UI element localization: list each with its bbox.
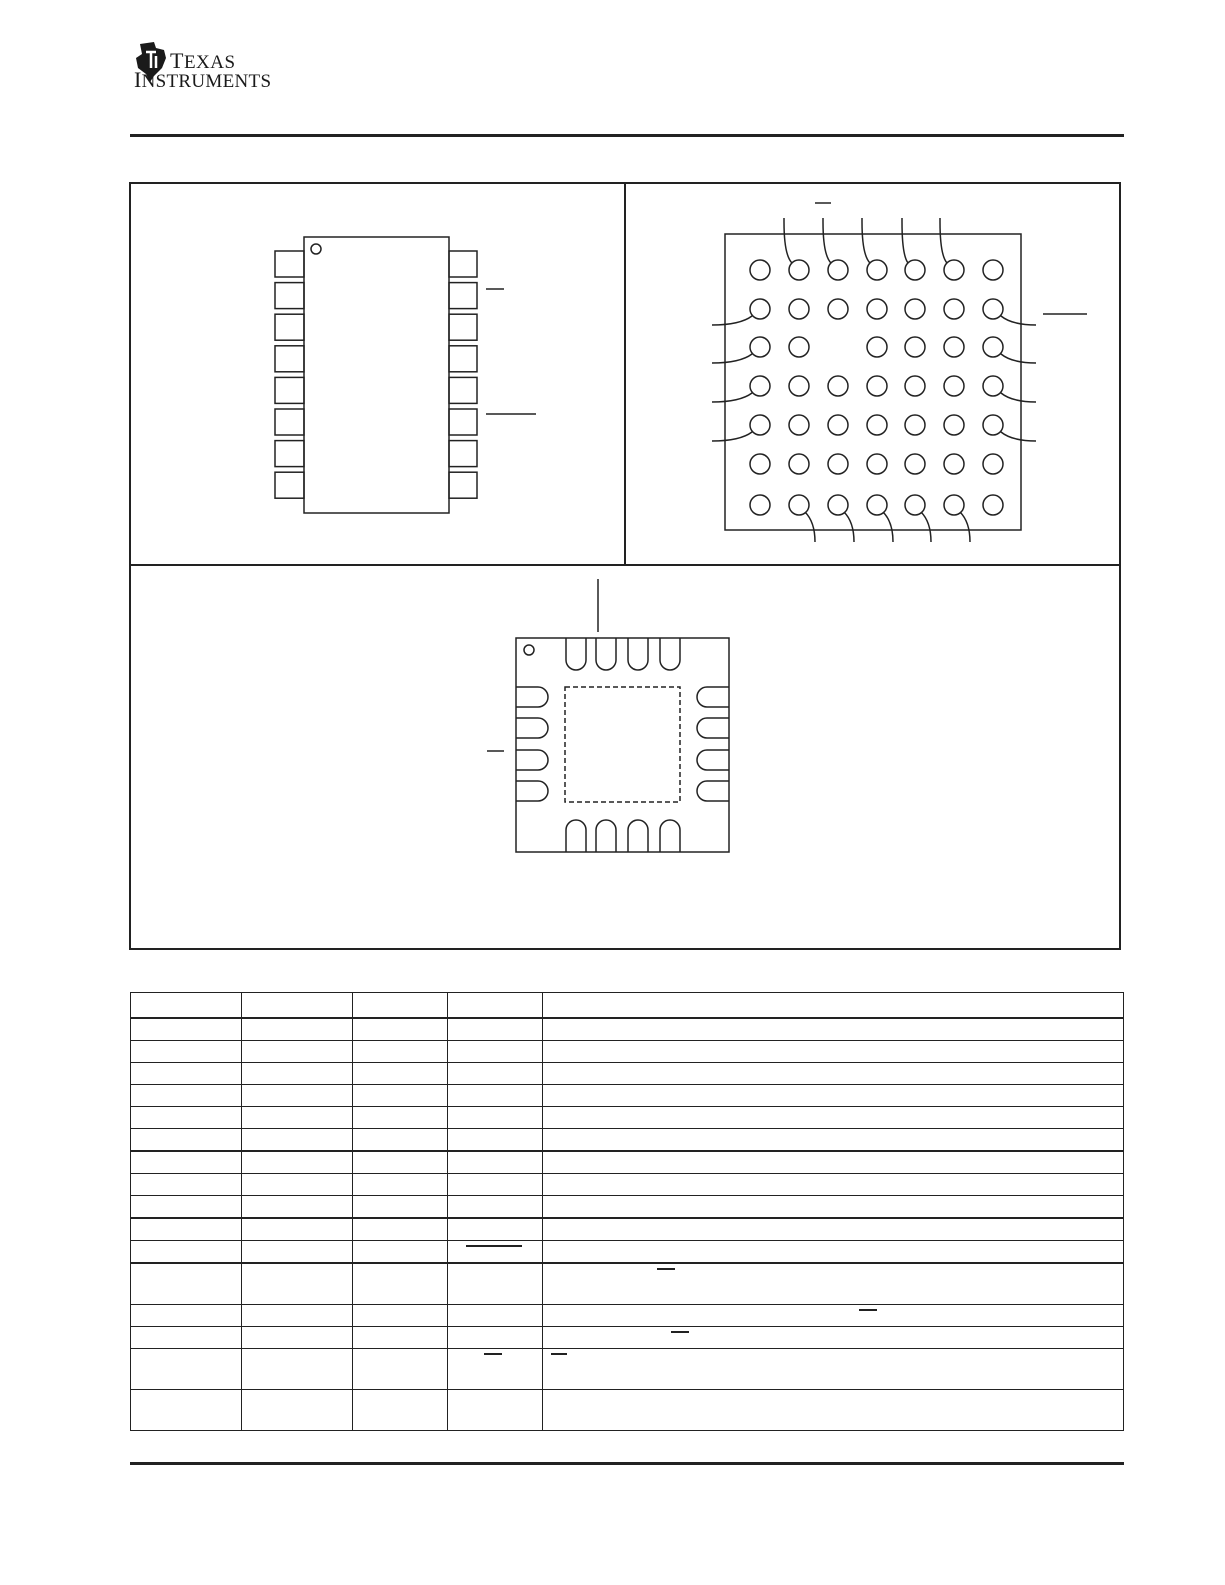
table-cell <box>543 1218 1124 1241</box>
bga-leader <box>1001 393 1036 402</box>
table-row <box>131 1263 1124 1305</box>
qfn-pin-top <box>566 638 586 670</box>
table-cell <box>242 1041 353 1063</box>
bga-package-drawing <box>712 203 1087 542</box>
bga-leader <box>712 432 752 441</box>
table-row <box>131 1063 1124 1085</box>
bga-leader <box>712 316 752 325</box>
table-cell <box>448 1085 543 1107</box>
table-cell <box>353 1085 448 1107</box>
table-cell <box>131 1349 242 1390</box>
table-cell <box>448 1129 543 1152</box>
bga-leader <box>921 512 931 542</box>
table-cell <box>353 1305 448 1327</box>
soic-pin-right <box>449 251 477 277</box>
soic-pin-right <box>449 472 477 498</box>
qfn-pin-left <box>516 687 548 707</box>
qfn-pin-bottom <box>660 820 680 852</box>
table-cell <box>242 1063 353 1085</box>
table-cell <box>353 1349 448 1390</box>
bga-ball <box>750 299 770 319</box>
bga-ball <box>905 337 925 357</box>
bga-ball <box>983 495 1003 515</box>
table-cell <box>242 1018 353 1041</box>
overline-mark <box>657 1268 675 1270</box>
bga-ball <box>867 337 887 357</box>
qfn-pin-right <box>697 687 729 707</box>
table-cell <box>131 993 242 1019</box>
soic-package-drawing <box>275 237 536 513</box>
table-row <box>131 1327 1124 1349</box>
soic-pin-right <box>449 441 477 467</box>
bga-ball <box>750 495 770 515</box>
table-cell <box>448 1349 543 1390</box>
table-row <box>131 1151 1124 1174</box>
table-cell <box>543 1263 1124 1305</box>
bga-ball <box>789 299 809 319</box>
bga-ball <box>828 415 848 435</box>
overline-mark <box>484 1353 502 1355</box>
table-cell <box>353 1041 448 1063</box>
soic-pin-left <box>275 472 304 498</box>
table-row <box>131 1196 1124 1219</box>
table-cell <box>242 1196 353 1219</box>
bga-ball <box>905 415 925 435</box>
bga-leader <box>805 512 815 542</box>
bga-ball <box>789 337 809 357</box>
table-cell <box>353 1327 448 1349</box>
bga-ball <box>944 299 964 319</box>
bga-leader <box>784 218 792 263</box>
table-cell <box>448 1151 543 1174</box>
bga-ball <box>983 454 1003 474</box>
table-cell <box>242 1390 353 1431</box>
table-cell <box>242 1327 353 1349</box>
table-row <box>131 1218 1124 1241</box>
soic-pin-right <box>449 346 477 372</box>
qfn-pin-bottom <box>596 820 616 852</box>
table-cell <box>353 1390 448 1431</box>
table-cell <box>543 1196 1124 1219</box>
table-cell <box>131 1107 242 1129</box>
soic-pin-left <box>275 251 304 277</box>
bga-leader <box>940 218 947 263</box>
bga-ball <box>750 454 770 474</box>
table-cell <box>353 1063 448 1085</box>
soic-pin-right <box>449 409 477 435</box>
table-cell <box>353 1107 448 1129</box>
table-cell <box>131 1218 242 1241</box>
table-cell <box>353 993 448 1019</box>
bga-ball <box>905 376 925 396</box>
bga-ball <box>944 415 964 435</box>
soic-pin-left <box>275 346 304 372</box>
table-cell <box>543 1151 1124 1174</box>
bga-ball <box>750 337 770 357</box>
logo-line-1: TEXAS <box>170 48 236 73</box>
bga-ball <box>983 376 1003 396</box>
qfn-package-drawing <box>487 579 729 852</box>
soic-pin-left <box>275 314 304 340</box>
qfn-pin-right <box>697 718 729 738</box>
table-cell <box>131 1151 242 1174</box>
bga-ball <box>828 376 848 396</box>
table-cell <box>131 1018 242 1041</box>
table-cell <box>242 993 353 1019</box>
soic-pin-left <box>275 283 304 309</box>
table-cell <box>353 1218 448 1241</box>
bga-ball <box>905 299 925 319</box>
bga-ball <box>867 454 887 474</box>
table-cell <box>242 1263 353 1305</box>
bga-leader <box>823 218 831 263</box>
table-cell <box>131 1196 242 1219</box>
table-row <box>131 1390 1124 1431</box>
bga-ball <box>983 299 1003 319</box>
table-cell <box>242 1174 353 1196</box>
overline-mark <box>551 1353 567 1355</box>
bga-ball <box>983 415 1003 435</box>
qfn-pin-right <box>697 781 729 801</box>
table-cell <box>543 1041 1124 1063</box>
table-cell <box>131 1305 242 1327</box>
table-cell <box>448 1241 543 1264</box>
table-cell <box>448 1041 543 1063</box>
bga-leader <box>1001 354 1036 363</box>
bga-ball <box>983 260 1003 280</box>
table-cell <box>543 1174 1124 1196</box>
qfn-pin-top <box>628 638 648 670</box>
table-cell <box>543 1390 1124 1431</box>
bga-leader <box>1001 316 1036 325</box>
bga-leader <box>1001 432 1036 441</box>
table-cell <box>131 1063 242 1085</box>
table-cell <box>448 993 543 1019</box>
table-cell <box>543 1349 1124 1390</box>
table-cell <box>448 1107 543 1129</box>
bga-ball <box>750 260 770 280</box>
qfn-pin-left <box>516 781 548 801</box>
table-cell <box>242 1129 353 1152</box>
table-row <box>131 1241 1124 1264</box>
qfn-pin-top <box>660 638 680 670</box>
bga-leader <box>712 393 752 402</box>
table-row <box>131 1085 1124 1107</box>
table-cell <box>543 1107 1124 1129</box>
table-cell <box>543 993 1124 1019</box>
overline-mark <box>466 1245 522 1247</box>
table-row <box>131 1107 1124 1129</box>
soic-pin1-marker <box>311 244 321 254</box>
bga-ball <box>789 454 809 474</box>
soic-pin-right <box>449 283 477 309</box>
table-cell <box>131 1390 242 1431</box>
table-cell <box>131 1174 242 1196</box>
table-cell <box>131 1263 242 1305</box>
qfn-body <box>516 638 729 852</box>
soic-pin-right <box>449 377 477 403</box>
qfn-pin1-marker <box>524 645 534 655</box>
table-cell <box>543 1018 1124 1041</box>
table-cell <box>448 1196 543 1219</box>
bga-leader <box>862 218 870 263</box>
bga-ball <box>944 376 964 396</box>
qfn-pin-left <box>516 750 548 770</box>
bga-leader <box>712 354 752 363</box>
bga-ball <box>750 415 770 435</box>
table-cell <box>131 1241 242 1264</box>
bga-ball <box>867 299 887 319</box>
table-cell <box>242 1218 353 1241</box>
table-cell <box>353 1263 448 1305</box>
qfn-pin-right <box>697 750 729 770</box>
table-cell <box>543 1305 1124 1327</box>
bga-ball <box>905 454 925 474</box>
bga-ball <box>789 415 809 435</box>
pin-function-table <box>130 992 1124 1431</box>
table-cell <box>448 1263 543 1305</box>
table-row <box>131 1129 1124 1152</box>
soic-pin-left <box>275 441 304 467</box>
table-cell <box>353 1241 448 1264</box>
table-cell <box>353 1151 448 1174</box>
table-row <box>131 1041 1124 1063</box>
table-cell <box>448 1218 543 1241</box>
bga-ball <box>983 337 1003 357</box>
table-cell <box>543 1327 1124 1349</box>
table-cell <box>448 1174 543 1196</box>
qfn-pin-bottom <box>628 820 648 852</box>
table-row <box>131 1174 1124 1196</box>
table-cell <box>448 1327 543 1349</box>
table-cell <box>353 1018 448 1041</box>
table-cell <box>448 1018 543 1041</box>
table-cell <box>448 1390 543 1431</box>
table-cell <box>543 1085 1124 1107</box>
table-cell <box>131 1327 242 1349</box>
qfn-thermal-pad <box>565 687 680 802</box>
bga-ball <box>828 454 848 474</box>
overline-mark <box>859 1309 877 1311</box>
bga-leader <box>902 218 908 263</box>
bga-ball <box>944 454 964 474</box>
table-cell <box>242 1085 353 1107</box>
logo-line-2: INSTRUMENTS <box>134 67 272 92</box>
bga-leader <box>844 512 854 542</box>
bga-leader <box>883 512 893 542</box>
table-cell <box>131 1041 242 1063</box>
overline-mark <box>671 1331 689 1333</box>
soic-pin-left <box>275 409 304 435</box>
bga-ball <box>944 337 964 357</box>
qfn-pin-bottom <box>566 820 586 852</box>
table-cell <box>543 1129 1124 1152</box>
table-cell <box>543 1063 1124 1085</box>
table-cell <box>242 1151 353 1174</box>
table-row <box>131 1349 1124 1390</box>
table-cell <box>242 1349 353 1390</box>
bga-leader <box>960 512 970 542</box>
qfn-pin-top <box>596 638 616 670</box>
soic-pin-left <box>275 377 304 403</box>
soic-body <box>304 237 449 513</box>
bga-ball <box>789 376 809 396</box>
table-cell <box>131 1129 242 1152</box>
table-cell <box>353 1196 448 1219</box>
table-cell <box>448 1063 543 1085</box>
footer-rule <box>130 1462 1124 1465</box>
table-row <box>131 1018 1124 1041</box>
table-cell <box>242 1241 353 1264</box>
table-cell <box>543 1241 1124 1264</box>
soic-pin-right <box>449 314 477 340</box>
qfn-pin-left <box>516 718 548 738</box>
table-cell <box>353 1174 448 1196</box>
table-cell <box>242 1107 353 1129</box>
table-cell <box>448 1305 543 1327</box>
bga-ball <box>750 376 770 396</box>
bga-ball <box>828 299 848 319</box>
bga-ball <box>867 376 887 396</box>
table-row <box>131 1305 1124 1327</box>
table-cell <box>242 1305 353 1327</box>
table-header-row <box>131 993 1124 1019</box>
bga-ball <box>867 415 887 435</box>
table-cell <box>131 1085 242 1107</box>
table-cell <box>353 1129 448 1152</box>
